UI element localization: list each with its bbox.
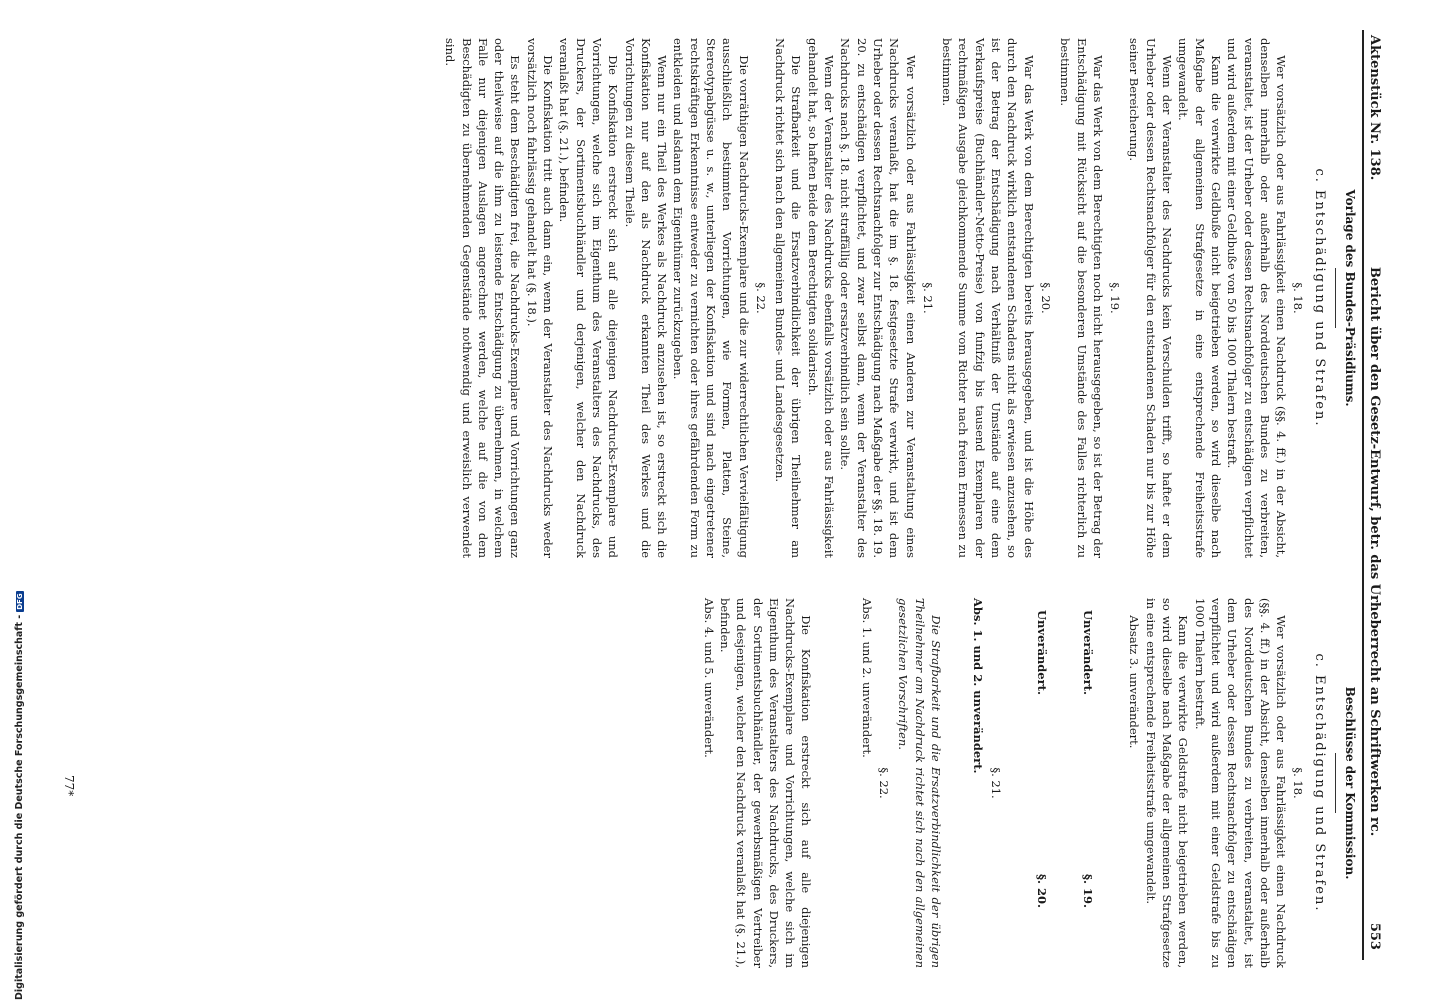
- right-section-title: c. Entschädigung und Strafen.: [1311, 653, 1327, 913]
- paragraph-text: Die Konfiskation tritt auch dann ein, wenn der Veranstalter des Nachdrucks weder vorsätzlich noch fahrlässig gehandelt hat (§. 18.).: [524, 38, 556, 558]
- paragraph-text: Die Strafbarkeit und die Ersatzverbindlichkeit der übrigen Theilnehmer am Nachdruck richtet sich nach den allgemeinen gesetzlichen Vorschriften.: [896, 598, 943, 968]
- paragraph-text: War das Werk von dem Berechtigten noch nicht herausgegeben, so ist der Betrag der Entschädigung mit Rücksicht auf die besonderen Umstände des Falles richterlich zu bestimmen.: [1058, 38, 1105, 558]
- page-number: 77*: [62, 775, 76, 797]
- unchanged-label: Unverändert.: [1034, 610, 1049, 695]
- paragraph-text: Die Konfiskation erstreckt sich auf alle diejenigen Nachdrucks-Exemplare und Vorrichtungen, welche sich im Eigenthum des Veranstalters des Nachdrucks, des Druckers, der Sortimentsbuchhändler, der gewerbsmäßigen Vertreiber und desjenigen, welcher den Nachdruck veranlaßt hat (§. 21.), befinden.: [717, 598, 814, 968]
- right-column-commission-resolutions: [700, 598, 1362, 968]
- header-page-number: 553: [1367, 922, 1382, 950]
- paragraph-number: §. 21.: [920, 282, 935, 314]
- paragraph-text: Wer vorsätzlich oder aus Fahrlässigkeit einen Nachdruck (§§. 4. ff.) in der Absicht, denselben innerhalb oder außerhalb des Norddeutschen Bundes zu verbreiten, veranstaltet, ist der Urheber oder dessen Rechtsnachfolger zu entschädigen verpflichtet und wird außerdem mit einer Geldbuße von 50 bis 1000 Thalern bestraft.: [1225, 38, 1289, 558]
- divider: [1335, 753, 1336, 813]
- paragraph-text: Wenn der Veranstalter des Nachdrucks ebenfalls vorsätzlich oder aus Fahrlässigkeit gehandelt hat, so haften Beide dem Berechtigten solidarisch.: [805, 38, 837, 558]
- paragraph-number: §. 20.: [1038, 282, 1053, 314]
- unchanged-row: [1034, 610, 1050, 908]
- divider: [1335, 268, 1336, 328]
- paragraph-text: Abs. 1. und 2. unverändert.: [971, 598, 986, 774]
- paragraph-text: War das Werk von dem Berechtigten bereits herausgegeben, und ist die Höhe des durch den Nachdruck wirklich entstandenen Schadens nicht als erwiesen anzusehen, so ist der Betrag der Entschädigung nach Verhältniß der Umstände auf eine dem Verkaufspreise (Buchhändler-Netto-Preise) von funfzig bis tausend Exemplaren der rechtmäßigen Ausgabe gleichkommende Summe vom Richter nach freiem Ermessen zu bestimmen.: [940, 38, 1036, 558]
- paragraph-text: Kann die verwirkte Geldstrafe nicht beigetrieben werden, so wird dieselbe nach Maßgabe der allgemeinen Strafgesetze in eine entsprechende Freiheitsstrafe umgewandelt.: [1143, 598, 1191, 968]
- paragraph-number: §. 19.: [1108, 282, 1123, 314]
- paragraph-text: Wer vorsätzlich oder aus Fahrlässigkeit einen Nachdruck (§§. 4. ff.) in der Absicht, denselben innerhalb oder außerhalb des Norddeutschen Bundes zu verbreiten, veranstaltet, ist dem Urheber oder dessen Rechtsnachfolger zu entschädigen verpflichtet und wird außerdem mit einer Geldstrafe bis zu 1000 Thalern bestraft.: [1192, 598, 1289, 968]
- right-column-heading: Beschlüsse der Kommission.: [1343, 686, 1357, 880]
- paragraph-text: Die Konfiskation erstreckt sich auf alle diejenigen Nachdrucks-Exemplare und Vorrichtungen, welche sich im Eigenthum des Veranstalters des Nachdrucks, des Druckers, der Sortimentsbuchhändler und derjenigen, welcher den Nachdruck veranlaßt hat (§. 21.), befinden.: [557, 38, 621, 558]
- unchanged-row: [1080, 610, 1096, 908]
- left-column-heading: Vorlage des Bundes-Präsidiums.: [1343, 189, 1357, 407]
- paragraph-number: §. 19.: [1081, 873, 1096, 908]
- paragraph-text: Kann die verwirkte Geldbuße nicht beigetrieben werden, so wird dieselbe nach Maßgabe der allgemeinen Strafgesetze in eine entsprechende Freiheitsstrafe umgewandelt.: [1176, 38, 1223, 558]
- left-column-government-draft: [442, 38, 1362, 558]
- paragraph-number: §. 18.: [1291, 282, 1306, 314]
- footer: [14, 593, 25, 1000]
- paragraph-number: §. 22.: [753, 282, 768, 314]
- dfg-logo: DFG: [16, 593, 24, 610]
- left-section-title: c. Entschädigung und Strafen.: [1311, 168, 1327, 428]
- paragraph-text: Absatz 3. unverändert.: [1127, 615, 1142, 749]
- footer-strip: [0, 0, 25, 1000]
- page-header: [1367, 35, 1382, 950]
- paragraph-text: Die vorräthigen Nachdrucks-Exemplare und die zur widerrechtlichen Vervielfältigung ausschließlich bestimmten Vorrichtungen, wie Formen, Platten, Steine, Stereotypabgüsse u. s. w., unterliegen der Konfiskation und sind nach eingetretener rechtskräftigen Erkenntnisse entweder zu vernichten oder ihres gefährdenden Form zu entkleiden und alsdann dem Eigenthümer zurückzugeben.: [671, 38, 751, 558]
- paragraph-number: §. 20.: [1034, 873, 1049, 908]
- paragraph-number: §. 18.: [1291, 767, 1306, 799]
- footer-text: Digitalisierung gefördert durch die Deutsche Forschungsgemeinschaft -: [14, 614, 25, 1000]
- header-rule: [1362, 30, 1364, 960]
- paragraph-number: §. 21.: [988, 767, 1003, 799]
- document-title: Bericht über den Gesetz-Entwurf, betr. das Urheberrecht an Schriftwerken rc.: [1367, 266, 1382, 837]
- paragraph-text: Wer vorsätzlich oder aus Fahrlässigkeit einen Anderen zur Veranstaltung eines Nachdrucks veranlaßt, hat die im §. 18. festgesetzte Strafe verwirkt, und ist dem Urheber oder dessen Rechtsnachfolger zur Entschädigung nach Maßgabe der §§. 18. 19. 20. zu entschädigen verpflichtet, und zwar selbst dann, wenn der Veranstalter des Nachdrucks nach §. 18. nicht straffällig oder ersatzverbindlich sein sollte.: [838, 38, 918, 558]
- left-paragraphs: [442, 38, 1306, 558]
- unchanged-label: Unverändert.: [1081, 610, 1096, 695]
- document-number: Aktenstück Nr. 138.: [1367, 35, 1382, 181]
- paragraph-text: Abs. 1. und 2. unverändert.: [859, 598, 874, 758]
- paragraph-text: Abs. 4. und 5. unverändert.: [701, 598, 716, 758]
- paragraph-text: Die Strafbarkeit und die Ersatzverbindlichkeit der übrigen Theilnehmer am Nachdruck richtet sich nach den allgemeinen Bundes- und Landesgesetzen.: [773, 38, 804, 558]
- paragraph-text: Wenn nur ein Theil des Werkes als Nachdruck anzusehen ist, so erstreckt sich die Konfiskation nur auf den als Nachdruck erkannten Theil des Werkes und die Vorrichtungen zu diesem Theile.: [622, 38, 670, 558]
- paragraph-number: §. 22.: [877, 767, 892, 799]
- paragraph-text: Wenn der Veranstalter des Nachdrucks kein Verschulden trifft, so haftet er dem Urheber oder dessen Rechtsnachfolger für den entstandenen Schaden nur bis zur Höhe seiner Bereicherung.: [1127, 38, 1175, 558]
- paragraph-text: Es steht dem Beschädigten frei, die Nachdrucks-Exemplare und Vorrichtungen ganz oder theilweise auf die ihm zu leistende Entschädigung zu übernehmen, in welchem Falle nur diejenigen Auslagen angerechnet werden, welche auf die von dem Beschädigten zu übernehmenden Gegenstände nothwendig und erweislich verwendet sind.: [443, 38, 523, 558]
